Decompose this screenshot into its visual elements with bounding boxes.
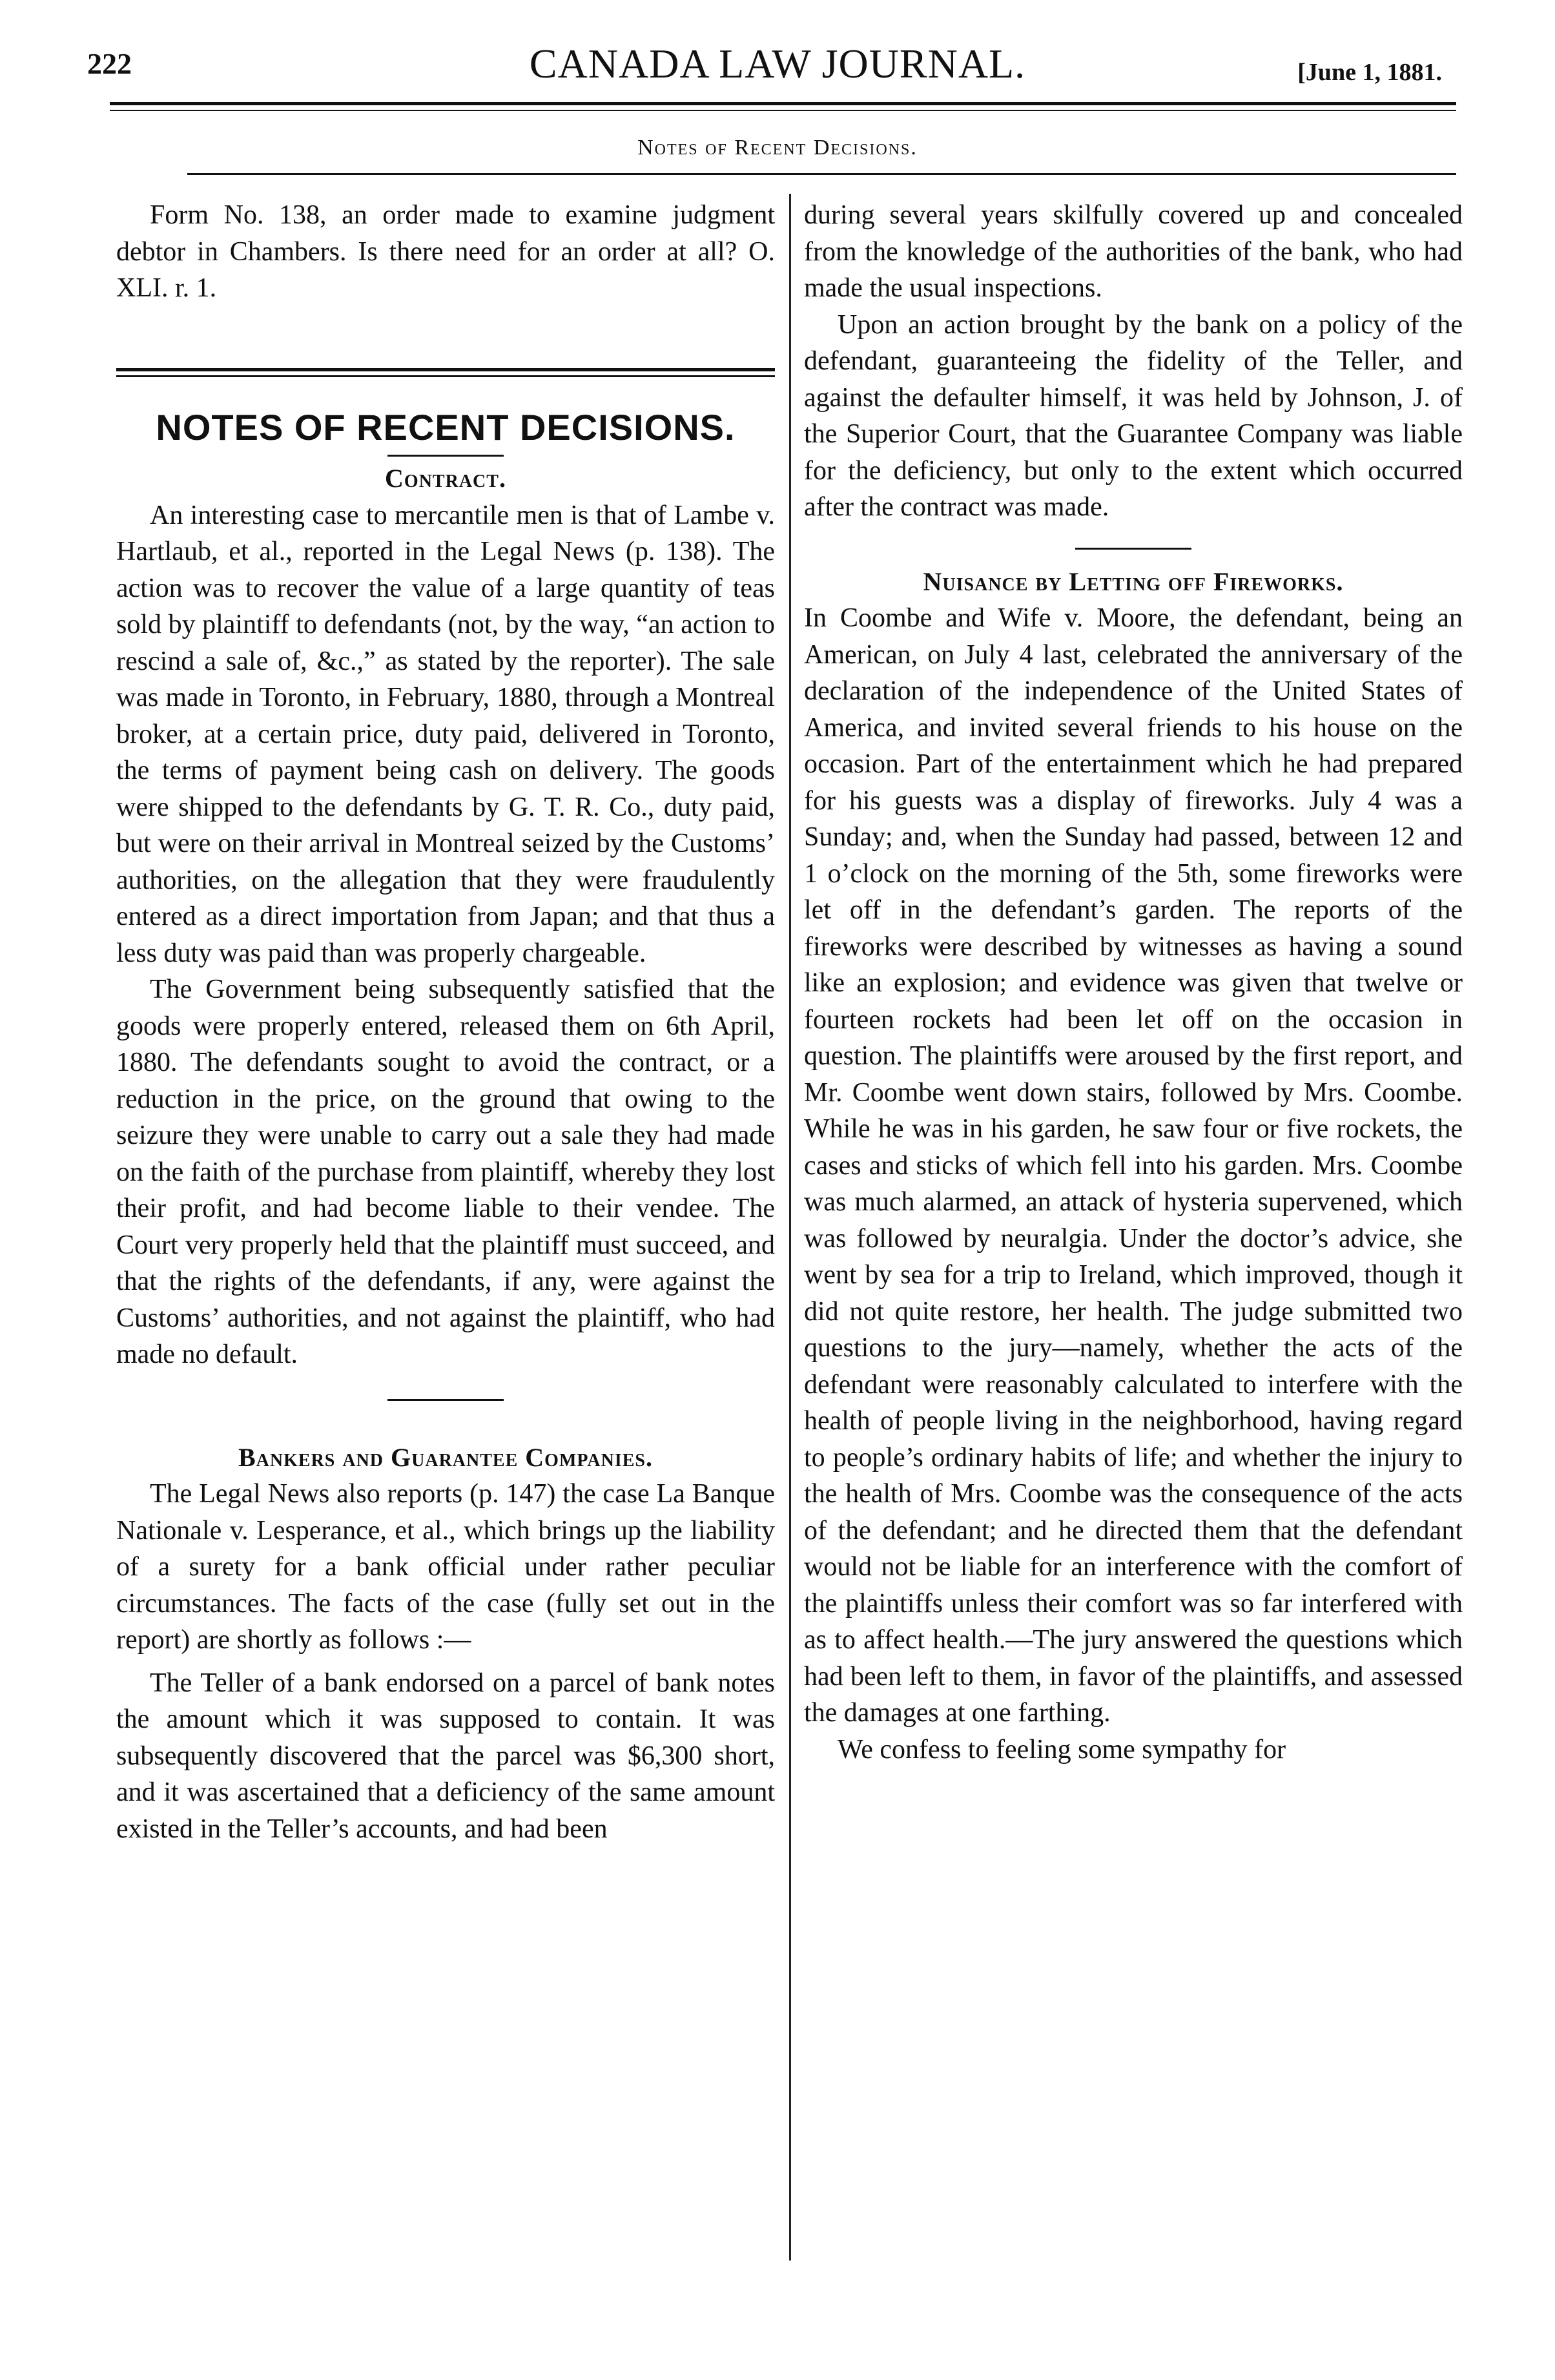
bankers-heading: Bankers and Guarantee Companies. [238,1442,653,1472]
left-column [116,197,775,1847]
running-head: Notes of Recent Decisions. [637,136,918,160]
nuisance-heading: Nuisance by Letting off Fireworks. [923,566,1344,596]
contract-heading: Contract. [385,464,506,493]
header-rule-thin [110,110,1456,111]
continued-paragraph: during several years skilfully covered up and concealed from the knowledge of the authorities of the bank, who had made the usual inspections. [804,200,1463,303]
form-note: Form No. 138, an order made to examine judgment debtor in Chambers. Is there need for an order at all? O. XLI. r. 1. [116,200,775,303]
contract-paragraph-2: The Government being subsequently satisfied that the goods were properly entered, released them on 6th April, 1880. The defendants sought to avoid the contract, or a reduction in the price, on the ground that owing to the seizure they were unable to carry out a sale they had made on the faith of the purchase from plaintiff, whereby they lost their profit, and had become liable to their vendee. The Court very properly held that the plaintiff must succeed, and that the rights of the defendants, if any, were against the Customs’ authorities, and not against the plaintiff, who had made no default. [116,975,775,1369]
nuisance-paragraph-2: We confess to feeling some sympathy for [838,1734,1286,1764]
page-number: 222 [87,47,132,80]
held-paragraph: Upon an action brought by the bank on a policy of the defendant, guaranteeing the fidelity of the Teller, and against the defaulter himself, it was held by Johnson, J. of the Superior Court, that the Guarantee Company was liable for the deficiency, but only to the extent which occurred after the contract was made. [804,309,1463,522]
page-header [0,41,1555,105]
bankers-paragraph-1: The Legal News also reports (p. 147) the case La Banque Nationale v. Lesperance, et al., which brings up the liability of a surety for a bank official under rather peculiar circumstances. The facts of the case (fully set out in the report) are shortly as follows :— [116,1479,775,1655]
main-section-title: NOTES OF RECENT DECISIONS. [156,406,736,448]
column-divider [789,194,791,2261]
journal-title: CANADA LAW JOURNAL. [529,41,1026,87]
issue-date: [June 1, 1881. [1297,59,1442,86]
contract-paragraph-1: An interesting case to mercantile men is that of Lambe v. Hartlaub, et al., reported in the Legal News (p. 138). The action was to recover the value of a large quantity of teas sold by plaintiff to defendants (not, by the way, “an action to rescind a sale of, &c.,” as stated by the reporter). The sale was made in Toronto, in February, 1880, through a Montreal broker, at a certain price, duty paid, delivered in Toronto, the terms of payment being cash on delivery. The goods were shipped to the defendants by G. T. R. Co., duty paid, but were on their arrival in Montreal seized by the Customs’ authorities, on the allegation that they were fraudulently entered as a direct importation from Japan; and that thus a less duty was paid than was properly chargeable. [116,500,775,968]
header-rule-thick [110,102,1456,105]
subheader-rule [187,173,1456,175]
right-column [804,197,1463,1768]
nuisance-paragraph-1: In Coombe and Wife v. Moore, the defendant, being an American, on July 4 last, celebrated the anniversary of the declaration of the independence of the United States of America, and invited several friends to his house on the occasion. Part of the entertainment which he had prepared for his guests was a display of fireworks. July 4 was a Sunday; and, when the Sunday had passed, between 12 and 1 o’clock on the morning of the 5th, some fireworks were let off in the defendant’s garden. The reports of the fireworks were described by witnesses as having a sound like an explosion; and evidence was given that twelve or fourteen rockets had been let off on the occasion in question. The plaintiffs were aroused by the first report, and Mr. Coombe went down stairs, followed by Mrs. Coombe. While he was in his garden, he saw four or five rockets, the cases and sticks of which fell into his garden. Mrs. Coombe was much alarmed, an attack of hysteria supervened, which was followed by neuralgia. Under the doctor’s advice, she went by sea for a trip to Ireland, which improved, though it did not quite restore, her health. The judge submitted two questions to the jury—namely, whether the acts of the defendant were reasonably calculated to interfere with the health of people living in the neighborhood, having regard to people’s ordinary habits of life; and whether the injury to the health of Mrs. Coombe was the consequence of the acts of the defendant; and he directed them that the defendant would not be liable for an interference with the comfort of the plaintiffs unless their comfort was so far interfered with as to affect health.—The jury answered the questions which had been left to them, in favor of the plaintiffs, and assessed the damages at one farthing. [804,603,1463,1728]
bankers-paragraph-2: The Teller of a bank endorsed on a parcel of bank notes the amount which it was supposed to contain. It was subsequently discovered that the parcel was $6,300 short, and it was ascertained that a deficiency of the same amount existed in the Teller’s accounts, and had been [116,1668,775,1844]
